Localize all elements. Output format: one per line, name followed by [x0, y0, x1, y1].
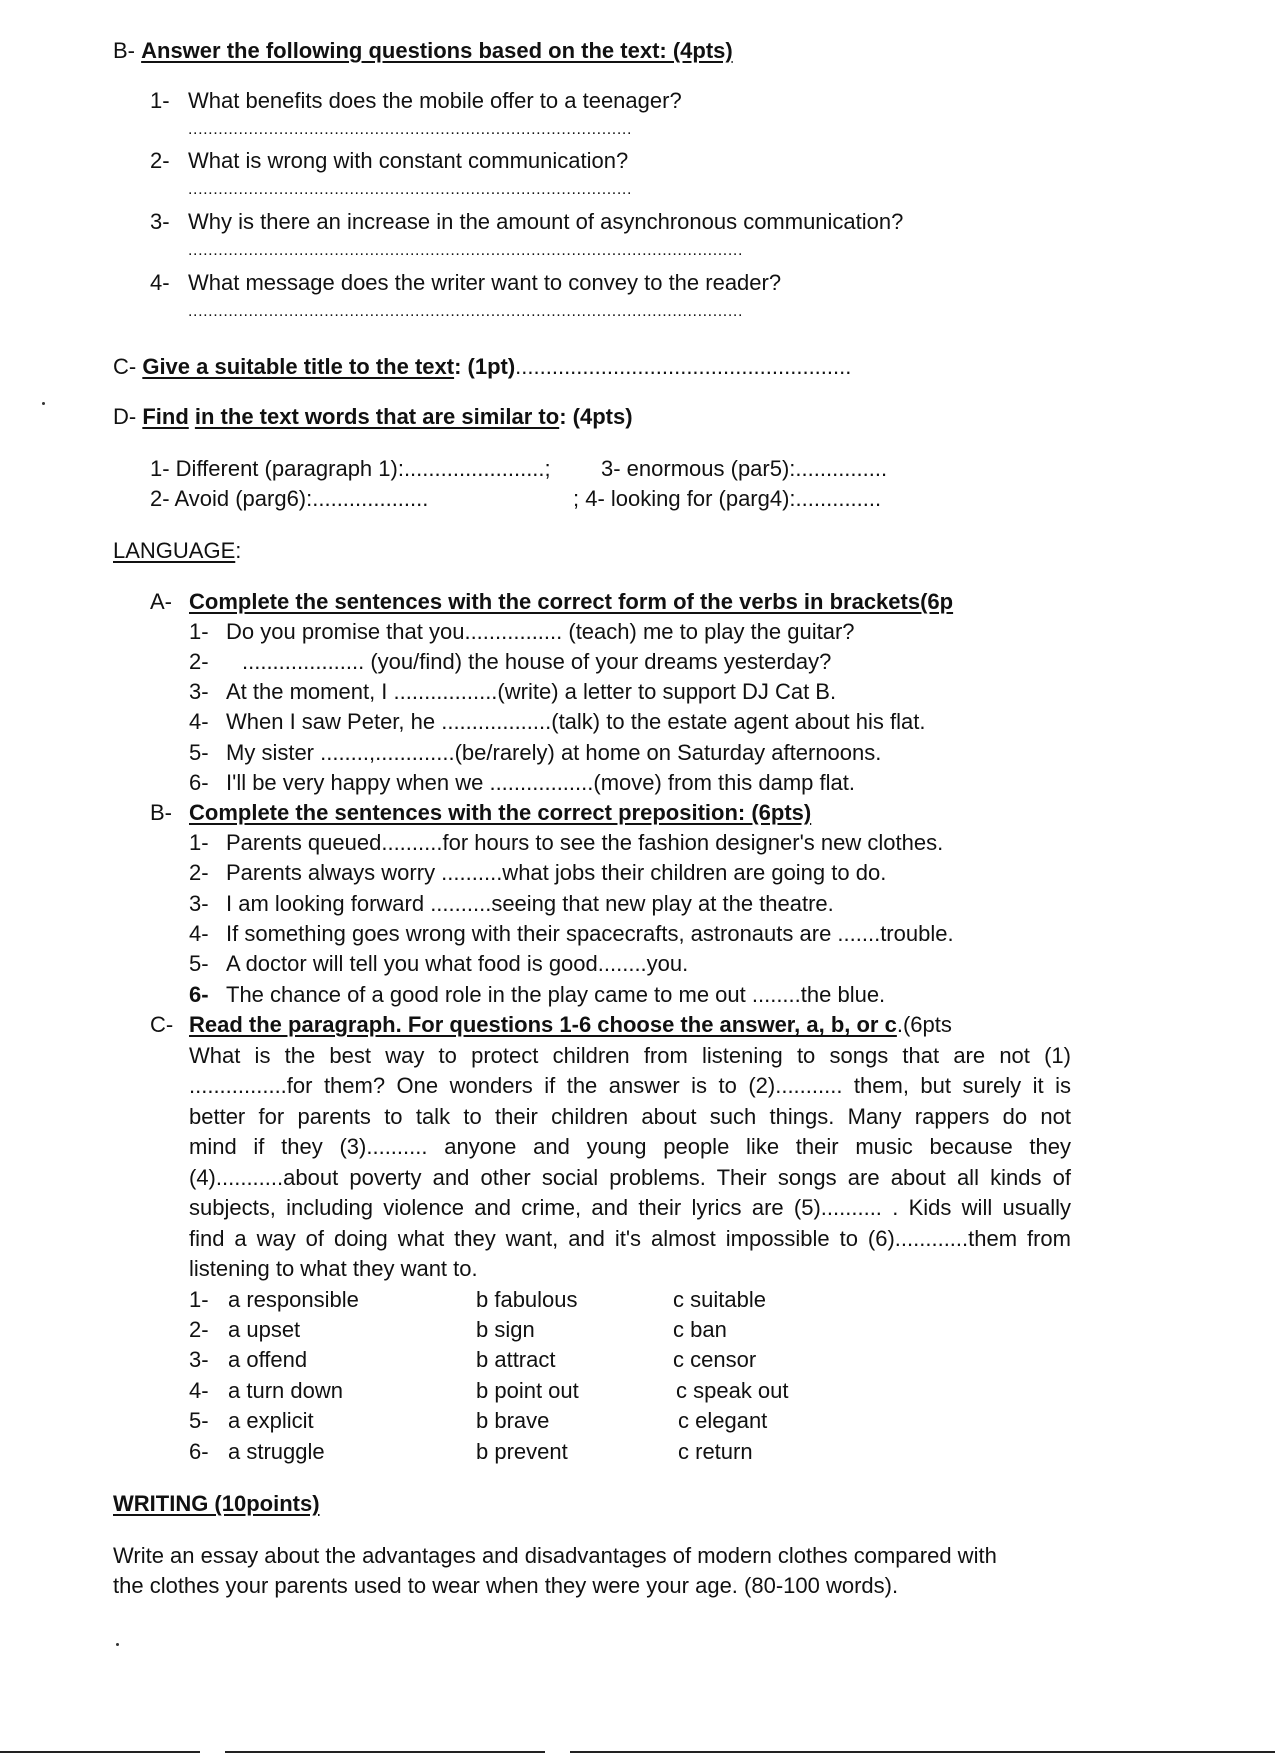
bottom-border-line [0, 1751, 200, 1753]
writing-prompt-line-1: Write an essay about the advantages and disadvantages of modern clothes compared with [113, 1543, 997, 1568]
prep-item-2[interactable]: Parents always worry ..........what jobs their children are going to do. [226, 860, 887, 885]
question-4: 4- [150, 270, 170, 295]
option-5b[interactable]: b brave [476, 1408, 550, 1433]
language-c-title: Read the paragraph. For questions 1-6 choose the answer, a, b, or c [189, 1012, 897, 1037]
prep-item-4-num: 4- [189, 921, 209, 946]
option-2c[interactable]: c ban [673, 1317, 727, 1342]
language-a-title: Complete the sentences with the correct form of the verbs in brackets(6p [189, 589, 954, 614]
prep-item-5-num: 5- [189, 951, 209, 976]
vocab-row-1-right[interactable]: 3- enormous (par5):............... [601, 456, 888, 481]
option-3c[interactable]: c censor [673, 1347, 757, 1372]
paragraph-line-4: mind if they (3).......... anyone and young people like their music because they [189, 1134, 1071, 1159]
verb-item-3[interactable]: At the moment, I .................(write) a letter to support DJ Cat B. [226, 679, 837, 704]
prep-item-5[interactable]: A doctor will tell you what food is good........you. [226, 951, 689, 976]
verb-item-6[interactable]: I'll be very happy when we .................(move) from this damp flat. [226, 770, 855, 795]
scan-speck [42, 402, 45, 405]
option-row-2-num: 2- [189, 1317, 209, 1342]
language-c-label: C- [150, 1012, 174, 1037]
option-2a[interactable]: a upset [228, 1317, 301, 1342]
answer-line-4[interactable]: .............................................................................................................. [188, 303, 743, 320]
question-1: 1- [150, 88, 170, 113]
paragraph-line-8: listening to what they want to. [189, 1256, 478, 1281]
option-row-4-num: 4- [189, 1378, 209, 1403]
verb-item-6-num: 6- [189, 770, 209, 795]
question-3-text: Why is there an increase in the amount of asynchronous communication? [188, 209, 904, 234]
language-b-title: Complete the sentences with the correct preposition: (6pts) [189, 800, 812, 825]
bottom-border-line [570, 1751, 1275, 1753]
option-1b[interactable]: b fabulous [476, 1287, 578, 1312]
option-row-1-num: 1- [189, 1287, 209, 1312]
verb-item-4-num: 4- [189, 709, 209, 734]
section-c-heading: C- Give a suitable title to the text: (1pt)....................................................... [113, 354, 852, 379]
option-5a[interactable]: a explicit [228, 1408, 314, 1433]
paragraph-line-7: find a way of doing what they want, and it's almost impossible to (6)............them from [189, 1226, 1071, 1251]
verb-item-4[interactable]: When I saw Peter, he ..................(talk) to the estate agent about his flat. [226, 709, 926, 734]
verb-item-5[interactable]: My sister ........,.............(be/rarely) at home on Saturday afternoons. [226, 740, 882, 765]
section-b-title: Answer the following questions based on the text: (4pts) [141, 38, 733, 63]
option-row-3-num: 3- [189, 1347, 209, 1372]
question-3: 3- [150, 209, 170, 234]
paragraph-line-2: ................for them? One wonders if the answer is to (2)........... them, but surely it is [189, 1073, 1071, 1098]
scan-speck [116, 1643, 119, 1646]
paragraph-line-1: What is the best way to protect children from listening to songs that are not (1) [189, 1043, 1071, 1068]
verb-item-5-num: 5- [189, 740, 209, 765]
language-heading: LANGUAGE: [113, 538, 242, 563]
prep-item-6[interactable]: The chance of a good role in the play came to me out ........the blue. [226, 982, 886, 1007]
verb-item-3-num: 3- [189, 679, 209, 704]
language-b-label: B- [150, 800, 172, 825]
option-3a[interactable]: a offend [228, 1347, 308, 1372]
prep-item-3[interactable]: I am looking forward ..........seeing that new play at the theatre. [226, 891, 834, 916]
language-a-label: A- [150, 589, 172, 614]
option-6b[interactable]: b prevent [476, 1439, 568, 1464]
answer-line-1[interactable]: ........................................................................................ [188, 121, 632, 138]
option-2b[interactable]: b sign [476, 1317, 535, 1342]
paragraph-line-6: subjects, including violence and crime, and their lyrics are (5).......... . Kids will usually [189, 1195, 1071, 1220]
option-4a[interactable]: a turn down [228, 1378, 343, 1403]
question-4-text: What message does the writer want to convey to the reader? [188, 270, 782, 295]
prep-item-1[interactable]: Parents queued..........for hours to see the fashion designer's new clothes. [226, 830, 944, 855]
writing-prompt-line-2: the clothes your parents used to wear when they were your age. (80-100 words). [113, 1573, 899, 1598]
answer-line-2[interactable]: ........................................................................................ [188, 181, 632, 198]
question-2: 2- [150, 148, 170, 173]
prep-item-6-num: 6- [189, 982, 209, 1007]
option-row-5-num: 5- [189, 1408, 209, 1433]
section-d-title: in the text words that are similar to [194, 404, 560, 429]
option-6a[interactable]: a struggle [228, 1439, 325, 1464]
verb-item-2-num: 2- [189, 649, 209, 674]
option-5c[interactable]: c elegant [678, 1408, 768, 1433]
paragraph-line-5: (4)...........about poverty and other social problems. Their songs are about all kinds of [189, 1165, 1071, 1190]
language-c-heading: Read the paragraph. For questions 1-6 choose the answer, a, b, or c.(6pts [189, 1012, 952, 1037]
vocab-row-2-left[interactable]: 2- Avoid (parg6):................... [150, 486, 429, 511]
writing-heading: WRITING (10points) [113, 1491, 320, 1516]
question-1-text: What benefits does the mobile offer to a teenager? [188, 88, 682, 113]
prep-item-3-num: 3- [189, 891, 209, 916]
option-4c[interactable]: c speak out [676, 1378, 789, 1403]
title-answer-line[interactable]: ....................................................... [515, 354, 852, 379]
option-1a[interactable]: a responsible [228, 1287, 359, 1312]
verb-item-2[interactable]: .................... (you/find) the house of your dreams yesterday? [242, 649, 832, 674]
bottom-border-line [225, 1751, 545, 1753]
prep-item-1-num: 1- [189, 830, 209, 855]
answer-line-3[interactable]: .............................................................................................................. [188, 242, 743, 259]
verb-item-1-num: 1- [189, 619, 209, 644]
prep-item-2-num: 2- [189, 860, 209, 885]
section-c-title: Give a suitable title to the text [142, 354, 455, 379]
vocab-row-2-right[interactable]: ; 4- looking for (parg4):.............. [573, 486, 882, 511]
prep-item-4[interactable]: If something goes wrong with their spacecrafts, astronauts are .......trouble. [226, 921, 954, 946]
option-4b[interactable]: b point out [476, 1378, 579, 1403]
paragraph-line-3: better for parents to talk to their children about such things. Many rappers do not [189, 1104, 1071, 1129]
option-1c[interactable]: c suitable [673, 1287, 766, 1312]
section-d-heading: D- Find in the text words that are similar to: (4pts) [113, 404, 633, 429]
option-3b[interactable]: b attract [476, 1347, 556, 1372]
question-2-text: What is wrong with constant communication? [188, 148, 629, 173]
verb-item-1[interactable]: Do you promise that you................ (teach) me to play the guitar? [226, 619, 855, 644]
option-6c[interactable]: c return [678, 1439, 753, 1464]
vocab-row-1-left[interactable]: 1- Different (paragraph 1):.......................; [150, 456, 551, 481]
option-row-6-num: 6- [189, 1439, 209, 1464]
section-b-heading: B- Answer the following questions based on the text: (4pts) [113, 38, 733, 63]
